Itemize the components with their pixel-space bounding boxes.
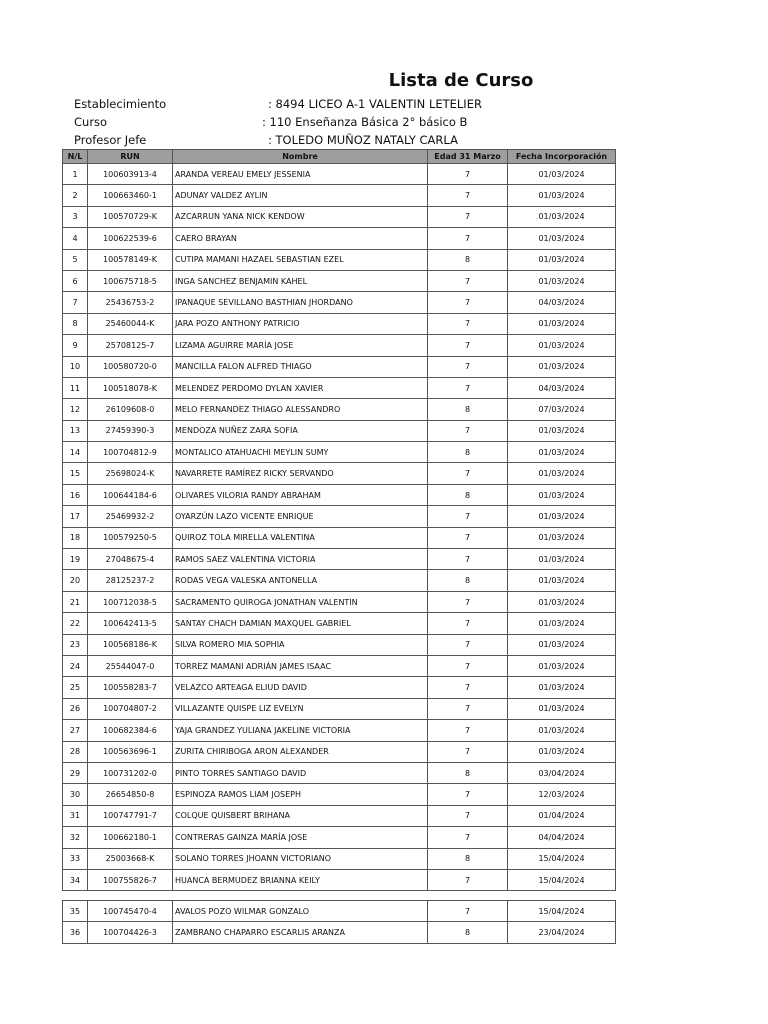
course-table [62,149,616,891]
establecimiento-value: : 8494 LICEO A-1 VALENTIN LETELIER [268,97,482,111]
table-row [63,356,616,377]
cell-fecha: 01/03/2024 [508,270,616,291]
cell-fecha: 01/03/2024 [508,677,616,698]
table-row [63,720,616,741]
cell-fecha: 01/04/2024 [508,805,616,826]
table-row [63,901,616,922]
cell-edad: 7 [428,827,508,848]
cell-edad: 7 [428,527,508,548]
cell-run: 100755826-7 [88,869,173,890]
cell-run: 25003668-K [88,848,173,869]
cell-edad: 7 [428,313,508,334]
cell-edad: 7 [428,901,508,922]
cell-edad: 8 [428,399,508,420]
cell-nombre: RAMOS SAEZ VALENTINA VICTORIA [173,549,428,570]
cell-nl: 28 [63,741,88,762]
table-row [63,848,616,869]
cell-nombre: COLQUE QUISBERT BRIHANA [173,805,428,826]
cell-run: 100662180-1 [88,827,173,848]
cell-nombre: SILVA ROMERO MIA SOPHIA [173,634,428,655]
cell-edad: 8 [428,442,508,463]
cell-run: 100747791-7 [88,805,173,826]
cell-nl: 4 [63,228,88,249]
cell-nombre: SOLANO TORRES JHOANN VICTORIANO [173,848,428,869]
cell-nl: 1 [63,164,88,185]
establecimiento-label: Establecimiento [74,97,167,111]
cell-run: 25469932-2 [88,506,173,527]
cell-fecha: 12/03/2024 [508,784,616,805]
table-row [63,313,616,334]
cell-run: 26109608-0 [88,399,173,420]
cell-nombre: JARA POZO ANTHONY PATRICIO [173,313,428,334]
curso-label: Curso [74,115,108,129]
cell-edad: 7 [428,292,508,313]
cell-fecha: 04/03/2024 [508,377,616,398]
cell-fecha: 15/04/2024 [508,869,616,890]
cell-edad: 7 [428,784,508,805]
cell-run: 25698024-K [88,463,173,484]
cell-run: 100642413-5 [88,613,173,634]
cell-run: 100712038-5 [88,591,173,612]
table-row [63,463,616,484]
cell-fecha: 01/03/2024 [508,634,616,655]
cell-edad: 7 [428,677,508,698]
cell-fecha: 07/03/2024 [508,399,616,420]
cell-edad: 8 [428,570,508,591]
cell-edad: 7 [428,869,508,890]
table-row [63,228,616,249]
cell-edad: 7 [428,634,508,655]
cell-fecha: 01/03/2024 [508,698,616,719]
cell-edad: 8 [428,922,508,943]
cell-edad: 8 [428,762,508,783]
table-row [63,677,616,698]
cell-fecha: 15/04/2024 [508,848,616,869]
cell-run: 100704807-2 [88,698,173,719]
table-row [63,335,616,356]
cell-nl: 33 [63,848,88,869]
cell-nombre: OLIVARES VILORIA RANDY ABRAHAM [173,484,428,505]
cell-run: 100731202-0 [88,762,173,783]
cell-run: 25460044-K [88,313,173,334]
cell-nombre: VILLAZANTE QUISPE LIZ EVELYN [173,698,428,719]
table-row [63,420,616,441]
cell-nombre: TORREZ MAMANI ADRIÁN JAMES ISAAC [173,655,428,676]
cell-fecha: 01/03/2024 [508,206,616,227]
cell-nombre: ARANDA VEREAU EMELY JESSENIA [173,164,428,185]
cell-fecha: 01/03/2024 [508,442,616,463]
cell-fecha: 23/04/2024 [508,922,616,943]
cell-nl: 21 [63,591,88,612]
cell-fecha: 01/03/2024 [508,249,616,270]
cell-nombre: PINTO TORRES SANTIAGO DAVID [173,762,428,783]
cell-nl: 24 [63,655,88,676]
cell-edad: 7 [428,741,508,762]
cell-run: 100568186-K [88,634,173,655]
cell-nl: 29 [63,762,88,783]
cell-nombre: MANCILLA FALON ALFRED THIAGO [173,356,428,377]
cell-run: 100704812-9 [88,442,173,463]
cell-fecha: 04/04/2024 [508,827,616,848]
cell-run: 100580720-0 [88,356,173,377]
cell-nombre: ESPINOZA RAMOS LIAM JOSEPH [173,784,428,805]
cell-run: 100704426-3 [88,922,173,943]
cell-run: 25544047-0 [88,655,173,676]
cell-fecha: 01/03/2024 [508,313,616,334]
cell-run: 100578149-K [88,249,173,270]
table-row [63,922,616,943]
cell-nombre: IPANAQUE SEVILLANO BASTHIAN JHORDANO [173,292,428,313]
cell-edad: 7 [428,506,508,527]
cell-edad: 8 [428,484,508,505]
cell-nl: 11 [63,377,88,398]
cell-nl: 26 [63,698,88,719]
cell-run: 26654850-8 [88,784,173,805]
cell-edad: 7 [428,377,508,398]
table-row [63,634,616,655]
cell-fecha: 01/03/2024 [508,655,616,676]
cell-edad: 7 [428,655,508,676]
cell-run: 27459390-3 [88,420,173,441]
curso-value: : 110 Enseñanza Básica 2° básico B [262,115,468,129]
cell-nl: 36 [63,922,88,943]
cell-nl: 15 [63,463,88,484]
table-header-row [63,150,616,164]
cell-nombre: INGA SANCHEZ BENJAMIN KAHEL [173,270,428,291]
table-row [63,292,616,313]
table-row [63,206,616,227]
cell-nl: 13 [63,420,88,441]
cell-run: 100518078-K [88,377,173,398]
table-row [63,484,616,505]
cell-edad: 7 [428,356,508,377]
table-row [63,805,616,826]
cell-nl: 19 [63,549,88,570]
cell-nombre: CONTRERAS GAINZA MARÍA JOSE [173,827,428,848]
cell-fecha: 01/03/2024 [508,720,616,741]
cell-edad: 7 [428,805,508,826]
cell-run: 28125237-2 [88,570,173,591]
cell-edad: 7 [428,420,508,441]
table-row [63,613,616,634]
cell-edad: 8 [428,848,508,869]
cell-edad: 7 [428,270,508,291]
table-row [63,784,616,805]
cell-nombre: SANTAY CHACH DAMIAN MAXQUEL GABRIEL [173,613,428,634]
cell-run: 100682384-6 [88,720,173,741]
cell-nombre: ZURITA CHIRIBOGA ARON ALEXANDER [173,741,428,762]
cell-fecha: 01/03/2024 [508,741,616,762]
cell-edad: 7 [428,591,508,612]
cell-run: 27048675-4 [88,549,173,570]
cell-nl: 27 [63,720,88,741]
cell-edad: 7 [428,720,508,741]
cell-nombre: CUTIPA MAMANI HAZAEL SEBASTIAN EZEL [173,249,428,270]
cell-fecha: 01/03/2024 [508,527,616,548]
cell-nl: 12 [63,399,88,420]
table-row [63,270,616,291]
table-row [63,741,616,762]
header-edad: Edad 31 Marzo [428,150,508,164]
cell-fecha: 01/03/2024 [508,484,616,505]
header-nombre: Nombre [173,150,428,164]
cell-nl: 2 [63,185,88,206]
profesor-value: : TOLEDO MUÑOZ NATALY CARLA [268,133,458,147]
table-row [63,527,616,548]
cell-nombre: VELAZCO ARTEAGA ELIUD DAVID [173,677,428,698]
page-title: Lista de Curso [388,70,534,91]
cell-nombre: ADUNAY VALDEZ AYLIN [173,185,428,206]
cell-fecha: 15/04/2024 [508,901,616,922]
table-row [63,249,616,270]
cell-edad: 7 [428,335,508,356]
cell-nl: 23 [63,634,88,655]
cell-fecha: 01/03/2024 [508,506,616,527]
cell-nombre: QUIROZ TOLA MIRELLA VALENTINA [173,527,428,548]
table-row [63,827,616,848]
cell-nombre: RODAS VEGA VALESKA ANTONELLA [173,570,428,591]
cell-nl: 18 [63,527,88,548]
cell-fecha: 01/03/2024 [508,164,616,185]
cell-nl: 6 [63,270,88,291]
cell-run: 100745470-4 [88,901,173,922]
cell-nombre: HUANCA BERMUDEZ BRIANNA KEILY [173,869,428,890]
table-row [63,185,616,206]
cell-edad: 7 [428,164,508,185]
cell-nl: 14 [63,442,88,463]
cell-edad: 7 [428,698,508,719]
table-row [63,506,616,527]
cell-nl: 5 [63,249,88,270]
cell-run: 100622539-6 [88,228,173,249]
cell-nombre: AZCARRUN YANA NICK KENDOW [173,206,428,227]
cell-nombre: AVALOS POZO WILMAR GONZALO [173,901,428,922]
cell-nl: 32 [63,827,88,848]
cell-fecha: 01/03/2024 [508,570,616,591]
table-row [63,570,616,591]
cell-fecha: 01/03/2024 [508,228,616,249]
cell-nl: 22 [63,613,88,634]
cell-run: 25708125-7 [88,335,173,356]
table-row [63,377,616,398]
cell-nombre: MONTALICO ATAHUACHI MEYLIN SUMY [173,442,428,463]
cell-nl: 16 [63,484,88,505]
cell-fecha: 04/03/2024 [508,292,616,313]
cell-edad: 7 [428,185,508,206]
cell-edad: 8 [428,249,508,270]
cell-nl: 25 [63,677,88,698]
cell-edad: 7 [428,228,508,249]
table-row [63,591,616,612]
cell-fecha: 01/03/2024 [508,613,616,634]
cell-nombre: SACRAMENTO QUIROGA JONATHAN VALENTIN [173,591,428,612]
cell-fecha: 01/03/2024 [508,356,616,377]
cell-nombre: NAVARRETE RAMÍREZ RICKY SERVANDO [173,463,428,484]
header-nl: N/L [63,150,88,164]
cell-nl: 10 [63,356,88,377]
cell-nombre: MENDOZA NUÑEZ ZARA SOFIA [173,420,428,441]
table-row [63,869,616,890]
cell-fecha: 01/03/2024 [508,420,616,441]
cell-edad: 7 [428,206,508,227]
cell-nl: 31 [63,805,88,826]
cell-fecha: 01/03/2024 [508,335,616,356]
cell-run: 100558283-7 [88,677,173,698]
cell-nl: 34 [63,869,88,890]
cell-nl: 8 [63,313,88,334]
cell-run: 25436753-2 [88,292,173,313]
cell-nombre: LIZAMA AGUIRRE MARÍA JOSE [173,335,428,356]
cell-fecha: 01/03/2024 [508,549,616,570]
cell-edad: 7 [428,549,508,570]
cell-run: 100579250-5 [88,527,173,548]
cell-nl: 17 [63,506,88,527]
cell-fecha: 03/04/2024 [508,762,616,783]
cell-nombre: YAJA GRANDEZ YULIANA JAKELINE VICTORIA [173,720,428,741]
table-row [63,164,616,185]
table-row [63,655,616,676]
cell-nl: 30 [63,784,88,805]
cell-nl: 3 [63,206,88,227]
header-fecha: Fecha Incorporación [508,150,616,164]
cell-nl: 7 [63,292,88,313]
table-row [63,442,616,463]
table-row [63,399,616,420]
cell-nl: 20 [63,570,88,591]
cell-run: 100570729-K [88,206,173,227]
cell-edad: 7 [428,463,508,484]
cell-fecha: 01/03/2024 [508,185,616,206]
table-row [63,698,616,719]
cell-nombre: OYARZÚN LAZO VICENTE ENRIQUE [173,506,428,527]
cell-run: 100644184-6 [88,484,173,505]
cell-edad: 7 [428,613,508,634]
cell-nombre: CAERO BRAYAN [173,228,428,249]
cell-run: 100563696-1 [88,741,173,762]
header-run: RUN [88,150,173,164]
cell-fecha: 01/03/2024 [508,591,616,612]
cell-run: 100603913-4 [88,164,173,185]
cell-nl: 9 [63,335,88,356]
table-row [63,549,616,570]
course-table-continued [62,900,616,944]
table-row [63,762,616,783]
cell-nl: 35 [63,901,88,922]
cell-fecha: 01/03/2024 [508,463,616,484]
profesor-label: Profesor Jefe [74,133,147,147]
cell-nombre: MELENDEZ PERDOMO DYLAN XAVIER [173,377,428,398]
cell-nombre: MELO FERNANDEZ THIAGO ALESSANDRO [173,399,428,420]
cell-run: 100663460-1 [88,185,173,206]
cell-nombre: ZAMBRANO CHAPARRO ESCARLIS ARANZA [173,922,428,943]
cell-run: 100675718-5 [88,270,173,291]
